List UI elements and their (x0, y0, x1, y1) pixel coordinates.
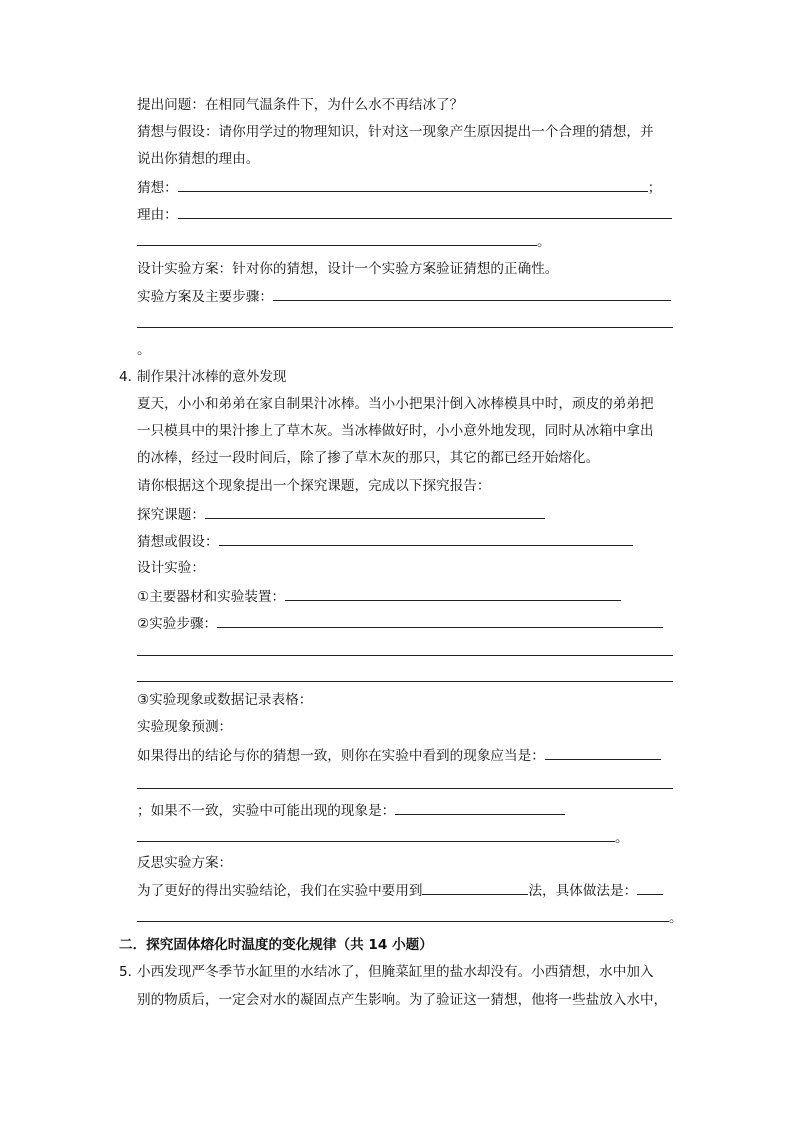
q4-reflect-line-2 (137, 907, 683, 928)
q3-reason-blank-2[interactable] (137, 231, 537, 246)
q4-item2-label: ②实验步骤： (137, 616, 218, 632)
q4-para-1: 夏天，小小和弟弟在家自制果汁冰棒。当小小把果汁倒入冰棒模具中时，顽皮的弟弟把 (137, 396, 654, 412)
q4-item2-rule-3[interactable] (137, 681, 673, 682)
q5-number: 5． (119, 964, 142, 980)
q4-practice-blank-2[interactable] (137, 907, 669, 922)
q4-item1-line (137, 586, 621, 607)
q3-guess-label: 猜想： (137, 180, 178, 196)
q4-item1-label: ①主要器材和实验装置： (137, 589, 286, 605)
q4-design-label: 设计实验： (137, 560, 205, 576)
q4-guess-label: 猜想或假设： (137, 534, 219, 550)
q3-guess-line (137, 177, 661, 198)
q4-item2-blank[interactable] (217, 613, 663, 628)
q3-guess-blank[interactable] (178, 177, 648, 192)
q3-reason-end: 。 (537, 234, 551, 250)
q4-title: 制作果汁冰棒的意外发现 (137, 369, 287, 385)
q3-design-prompt: 设计实验方案：针对你的猜想，设计一个实验方案验证猜想的正确性。 (137, 261, 559, 277)
q3-guess-end: ； (647, 180, 662, 196)
q3-hypothesis-prompt-1: 猜想与假设：请你用学过的物理知识，针对这一现象产生原因提出一个合理的猜想，并 (137, 124, 654, 140)
q4-topic-line (137, 504, 545, 525)
q4-if-not-blank[interactable] (395, 800, 565, 815)
q4-instruction: 请你根据这个现象提出一个探究课题，完成以下探究报告： (137, 478, 491, 494)
q4-if-not-text: ；如果不一致，实验中可能出现的现象是： (137, 803, 396, 819)
q4-reflect-label: 反思实验方案： (137, 855, 233, 871)
q4-if-not-blank-2[interactable] (137, 827, 615, 842)
q4-item1-blank[interactable] (285, 586, 621, 601)
q4-reflect-end: 。 (669, 910, 683, 926)
q3-plan-rule-2[interactable] (137, 327, 673, 328)
q3-reason-blank[interactable] (178, 204, 672, 219)
q4-reflect-text-b: 法，具体做法是： (528, 883, 638, 899)
q3-question: 提出问题：在相同气温条件下，为什么水不再结冰了？ (137, 97, 464, 113)
q4-if-not-line-2 (137, 827, 629, 848)
q3-plan-blank[interactable] (273, 286, 671, 301)
q4-if-match-line (137, 745, 661, 766)
q4-if-match-text: 如果得出的结论与你的猜想一致，则你在实验中看到的现象应当是： (137, 748, 545, 764)
q4-item2-line (137, 613, 663, 634)
q4-para-3: 的冰棒，经过一段时间后，除了掺了草木灰的那只，其它的都已经开始熔化。 (137, 450, 600, 466)
q4-method-blank[interactable] (422, 880, 528, 895)
q4-item3-label: ③实验现象或数据记录表格： (137, 692, 313, 708)
q4-reflect-line (137, 880, 663, 901)
q4-if-not-line (137, 800, 565, 821)
q3-plan-label: 实验方案及主要步骤： (137, 289, 273, 305)
q4-para-2: 一只模具中的果汁掺上了草木灰。当冰棒做好时，小小意外地发现，同时从冰箱中拿出 (137, 423, 654, 439)
section2-title: 二．探究固体熔化时温度的变化规律（共 14 小题） (119, 937, 433, 953)
q3-plan-line (137, 286, 671, 307)
q3-reason-line (137, 204, 672, 225)
q4-guess-line (137, 531, 633, 552)
q4-topic-blank[interactable] (205, 504, 545, 519)
q4-guess-blank[interactable] (219, 531, 633, 546)
q4-practice-blank[interactable] (637, 880, 663, 895)
q3-plan-end: 。 (137, 342, 151, 358)
q4-if-match-rule-2[interactable] (137, 788, 673, 789)
q3-hypothesis-prompt-2: 说出你猜想的理由。 (137, 151, 260, 167)
q4-number: 4． (119, 369, 142, 385)
q4-if-match-blank[interactable] (545, 745, 661, 760)
q4-topic-label: 探究课题： (137, 507, 205, 523)
q5-line-2: 别的物质后，一定会对水的凝固点产生影响。为了验证这一猜想，他将一些盐放入水中， (137, 992, 668, 1008)
q3-reason-label: 理由： (137, 207, 178, 223)
q4-if-not-end: 。 (615, 830, 629, 846)
q4-predict-label: 实验现象预测： (137, 719, 233, 735)
q4-item2-rule-2[interactable] (137, 655, 673, 656)
q5-line-1: 小西发现严冬季节水缸里的水结冰了，但腌菜缸里的盐水却没有。小西猜想，水中加入 (137, 964, 654, 980)
q3-reason-line-2 (137, 231, 551, 252)
q4-reflect-text-a: 为了更好的得出实验结论，我们在实验中要用到 (137, 883, 423, 899)
